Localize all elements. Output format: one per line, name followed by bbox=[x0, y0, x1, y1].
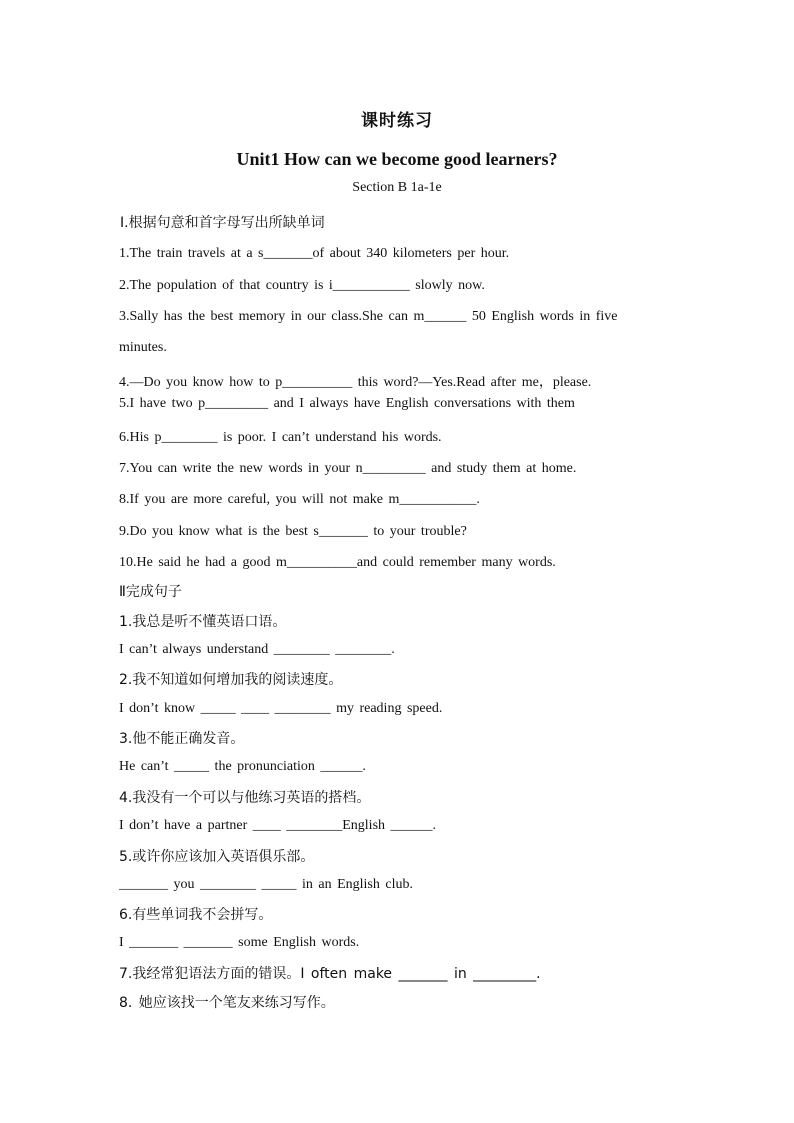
exercise-item: 1.The train travels at a s_______of about 340 kilometers per hour. bbox=[119, 246, 510, 261]
chinese-prompt: 5.或许你应该加入英语俱乐部。 bbox=[119, 849, 315, 865]
exercise-item: 6.His p________ is poor. I can’t understand his words. bbox=[119, 430, 442, 445]
exercise-item: 3.Sally has the best memory in our class.She can m______ 50 English words in five bbox=[119, 309, 618, 324]
exercise-item: 8.If you are more careful, you will not make m___________. bbox=[119, 492, 480, 507]
english-sentence: I _______ _______ some English words. bbox=[119, 935, 360, 950]
exercise-item: 10.He said he had a good m__________and could remember many words. bbox=[119, 555, 556, 570]
worksheet-title: 课时练习 bbox=[361, 111, 433, 131]
section-subtitle: Section B 1a-1e bbox=[352, 180, 442, 195]
english-sentence: I don’t know _____ ____ ________ my reading speed. bbox=[119, 701, 443, 716]
exercise-item: 7.You can write the new words in your n_________ and study them at home. bbox=[119, 461, 577, 476]
chinese-prompt: 1.我总是听不懂英语口语。 bbox=[119, 614, 287, 630]
english-sentence: He can’t _____ the pronunciation ______. bbox=[119, 759, 366, 774]
english-sentence: _______ you ________ _____ in an English club. bbox=[119, 877, 413, 892]
part2-heading: Ⅱ完成句子 bbox=[119, 584, 182, 600]
english-sentence: I don’t have a partner ____ ________English ______. bbox=[119, 818, 437, 833]
unit-title: Unit1 How can we become good learners? bbox=[236, 149, 558, 169]
english-sentence: I can’t always understand ________ ________. bbox=[119, 642, 395, 657]
mixed-prompt: 7.我经常犯语法方面的错误。I often make _______ in _________. bbox=[119, 966, 541, 982]
exercise-item: 4.—Do you know how to p__________ this word?—Yes.Read after me，please. bbox=[119, 375, 592, 390]
chinese-prompt: 3.他不能正确发音。 bbox=[119, 731, 245, 747]
chinese-prompt: 4.我没有一个可以与他练习英语的搭档。 bbox=[119, 790, 371, 806]
chinese-prompt: 2.我不知道如何增加我的阅读速度。 bbox=[119, 672, 343, 688]
part1-heading: Ⅰ.根据句意和首字母写出所缺单词 bbox=[120, 215, 325, 231]
chinese-prompt: 6.有些单词我不会拼写。 bbox=[119, 907, 273, 923]
exercise-item-continuation: minutes. bbox=[119, 340, 167, 355]
chinese-prompt: 8. 她应该找一个笔友来练习写作。 bbox=[119, 995, 335, 1011]
exercise-item: 9.Do you know what is the best s_______ to your trouble? bbox=[119, 524, 467, 539]
exercise-item: 5.I have two p_________ and I always have English conversations with them bbox=[119, 396, 575, 411]
exercise-item: 2.The population of that country is i___________ slowly now. bbox=[119, 278, 485, 293]
